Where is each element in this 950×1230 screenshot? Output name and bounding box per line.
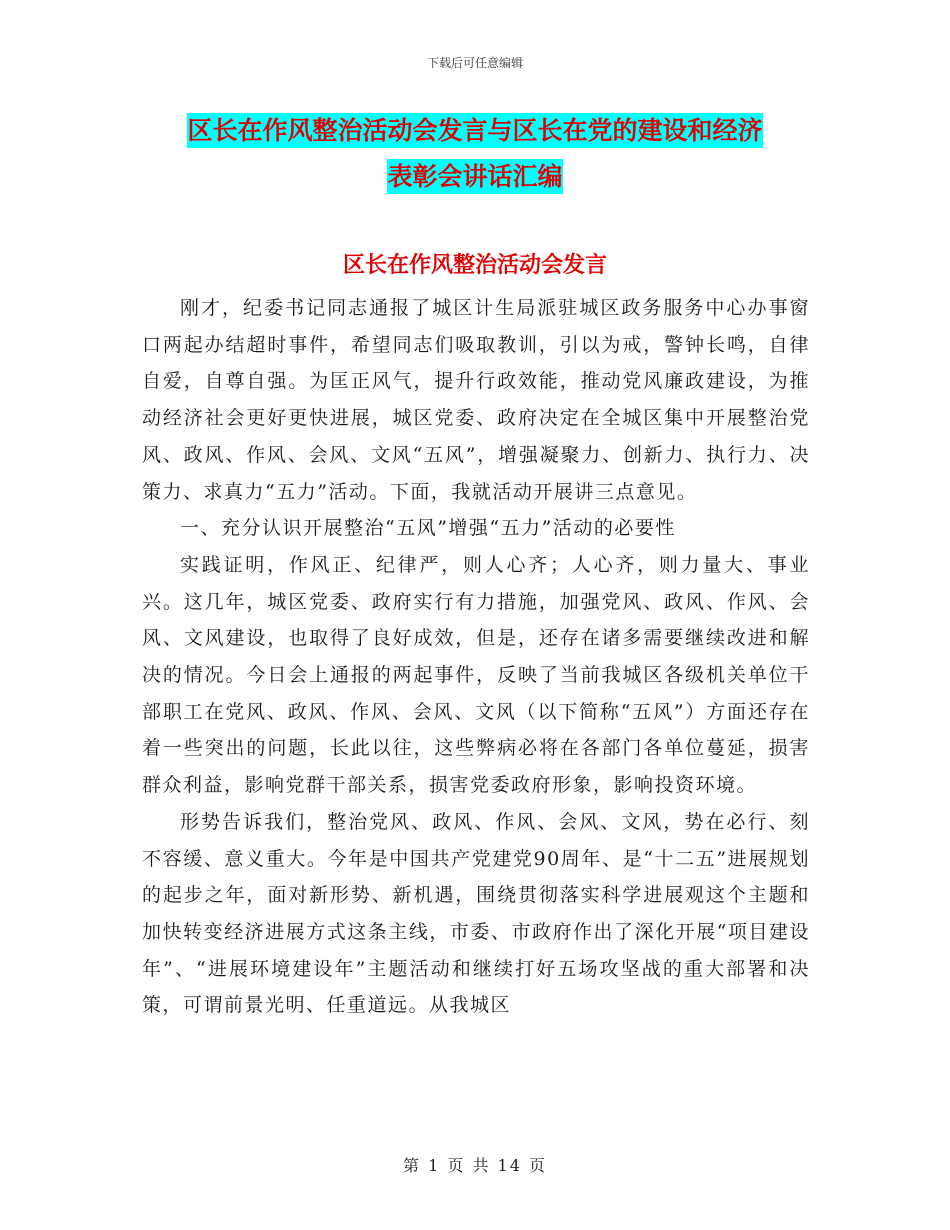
body-text [142, 290, 810, 1024]
page-footer: 第 1 页 共 14 页 [403, 1156, 547, 1175]
section-title: 区长在作风整治活动会发言 [342, 253, 607, 278]
header-note: 下载后可任意编辑 [426, 56, 523, 70]
paragraph-1: 刚才，纪委书记同志通报了城区计生局派驻城区政务服务中心办事窗口两起办结超时事件，希望同志们吸取教训，引以为戒，警钟长鸣，自律自爱，自尊自强。为匡正风气，提升行政效能，推动党风廉政建设，为推动经济社会更好更快进展，城区党委、政府决定在全城区集中开展整治党风、政风、作风、会风、文风“五风”，增强凝聚力、创新力、执行力、决策力、求真力“五力”活动。下面，我就活动开展讲三点意见。 [142, 297, 810, 503]
main-title-line2: 表彰会讲话汇编 [387, 159, 562, 194]
paragraph-4: 形势告诉我们，整治党风、政风、作风、会风、文风，势在必行、刻不容缓、意义重大。今年是中国共产党建党90周年、是“十二五”进展规划的起步之年，面对新形势、新机遇，围绕贯彻落实科学进展观这个主题和加快转变经济进展方式这条主线，市委、市政府作出了深化开展“项目建设年”、“进展环境建设年”主题活动和继续打好五场攻坚战的重大部署和决策，可谓前景光明、任重道远。从我城区 [142, 810, 810, 1017]
paragraph-2-heading: 一、充分认识开展整治“五风”增强“五力”活动的必要性 [180, 517, 676, 540]
main-title [120, 108, 830, 200]
paragraph-3: 实践证明，作风正、纪律严，则人心齐；人心齐，则力量大、事业兴。这几年，城区党委、政府实行有力措施，加强党风、政风、作风、会风、文风建设，也取得了良好成效，但是，还存在诸多需要继续改进和解决的情况。今日会上通报的两起事件，反映了当前我城区各级机关单位干部职工在党风、政风、作风、会风、文风（以下简称“五风”）方面还存在着一些突出的问题，长此以往，这些弊病必将在各部门各单位蔓延，损害群众利益，影响党群干部关系，损害党委政府形象，影响投资环境。 [142, 553, 810, 797]
main-title-line1: 区长在作风整治活动会发言与区长在党的建设和经济 [187, 113, 762, 148]
